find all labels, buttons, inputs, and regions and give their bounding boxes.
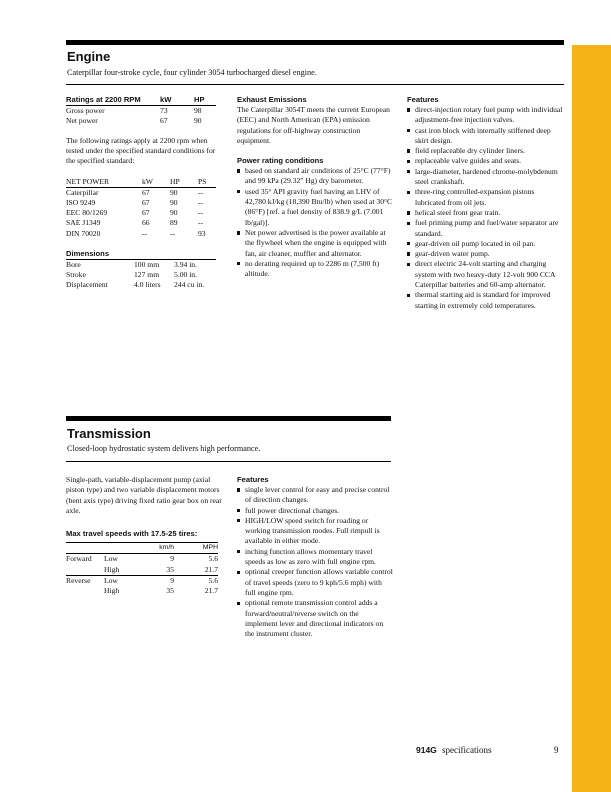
engine-subtitle: Caterpillar four-stroke cycle, four cylinder 3054 turbocharged diesel engine. [67, 68, 317, 77]
exhaust-title: Exhaust Emissions [237, 95, 307, 104]
engine-col-emissions [237, 95, 394, 279]
table-row [66, 106, 216, 117]
table-cell: DIN 70020 [66, 228, 101, 238]
table-cell: 4.0 liters [134, 280, 161, 290]
list-item: optional creeper function allows variable control of travel speeds (zero to 9 kph/5.6 mph) with full engine rpm. [237, 567, 393, 598]
table-cell [66, 543, 104, 554]
table-row [66, 586, 218, 596]
list-item: inching function allows momentary travel speeds as low as zero with full engine rpm. [237, 547, 393, 568]
table-cell: Caterpillar [66, 187, 99, 197]
table-row [66, 229, 216, 239]
transmission-features-list [237, 485, 393, 639]
table-cell: 90 [194, 116, 202, 126]
list-item: helical steel front gear train. [407, 208, 565, 218]
ratings-header-row [66, 95, 216, 106]
table-cell: Net power [66, 116, 98, 126]
table-cell: 90 [170, 187, 178, 197]
list-item: thermal starting aid is standard for improved starting in extremely cold temperatures. [407, 290, 565, 311]
table-header-cell: NET POWER [66, 176, 110, 186]
ratings-header-label: Ratings at 2200 RPM [66, 95, 141, 104]
table-header-cell: kW [142, 176, 153, 186]
engine-title: Engine [67, 49, 111, 64]
dimensions-title: Dimensions [66, 248, 110, 258]
transmission-title: Transmission [67, 426, 151, 441]
table-cell: Displacement [66, 280, 108, 290]
list-item: gear-driven water pump. [407, 249, 565, 259]
table-row [66, 565, 218, 576]
transmission-intro: Single-path, variable-displacement pump (axial piston type) and two variable displacement motors (bent axis type) driving fixed ratio gear box on rear axle. [66, 475, 222, 515]
table-cell: Reverse [66, 575, 91, 585]
list-item: HIGH/LOW speed switch for roading or working transmission modes. Full rimpull is available in either mode. [237, 516, 393, 547]
table-cell: 67 [142, 187, 150, 197]
table-cell: 9 [170, 575, 174, 585]
table-cell: 244 cu in. [174, 280, 205, 290]
table-cell: Forward [66, 554, 92, 564]
table-row [66, 554, 218, 565]
engine-features-title: Features [407, 95, 439, 104]
accent-sidebar [572, 45, 611, 792]
list-item: replaceable valve guides and seats. [407, 156, 565, 166]
dimensions-table [66, 259, 216, 291]
table-cell: 5.00 in. [174, 269, 197, 279]
table-cell: SAE J1349 [66, 218, 101, 228]
table-row [66, 198, 216, 208]
table-cell [66, 586, 104, 596]
table-cell: 89 [170, 218, 178, 228]
list-item: field replaceable dry cylinder liners. [407, 146, 565, 156]
engine-col-ratings [66, 95, 228, 290]
table-cell: -- [198, 218, 204, 228]
table-cell: -- [170, 228, 176, 238]
footer-title [416, 745, 492, 755]
footer-model: 914G [416, 745, 437, 755]
list-item: Net power advertised is the power available at the flywheel when the engine is equipped with fan, air cleaner, muffler and alternator. [237, 228, 394, 259]
table-cell: 98 [194, 106, 202, 116]
speeds-units-row [66, 543, 218, 554]
power-conditions-list [237, 166, 394, 279]
list-item: cast iron block with internally stiffened deep skirt design. [407, 126, 565, 147]
standards-table [66, 177, 216, 239]
ratings-table [66, 95, 216, 127]
table-cell: Low [104, 554, 118, 564]
table-cell [104, 543, 144, 554]
travel-speeds-title: Max travel speeds with 17.5-25 tires: [66, 529, 198, 539]
table-cell: 3.94 in. [174, 259, 197, 269]
speeds-unit-kmh: km/h [159, 544, 174, 552]
table-cell: 21.7 [204, 564, 218, 574]
table-row [66, 116, 216, 126]
table-cell: 67 [142, 208, 150, 218]
list-item: large-diameter, hardened chrome-molybdenum steel crankshaft. [407, 167, 565, 188]
engine-divider [66, 84, 564, 85]
engine-col-features [407, 95, 565, 311]
table-cell: 90 [170, 197, 178, 207]
list-item: three-ring controlled-expansion pistons lubricated from oil jets. [407, 187, 565, 208]
table-row [66, 187, 216, 198]
list-item: optional remote transmission control adds a forward/neutral/reverse switch on the implement lever and directional indicators on the instrument cluster. [237, 598, 393, 639]
table-cell: 127 mm [134, 269, 160, 279]
table-cell: ISO 9249 [66, 197, 96, 207]
table-cell: Low [104, 575, 118, 585]
table-cell: High [104, 586, 120, 595]
page-number: 9 [554, 745, 559, 755]
transmission-divider [66, 461, 391, 462]
transmission-col-features [237, 475, 393, 639]
list-item: based on standard air conditions of 25°C (77°F) and 99 kPa (29.32" Hg) dry barometer. [237, 166, 394, 187]
table-cell: High [104, 564, 120, 574]
table-cell: Stroke [66, 269, 86, 279]
table-row [66, 280, 216, 290]
engine-features-list [407, 105, 565, 311]
table-cell: EEC 80/1269 [66, 208, 108, 218]
table-cell: Bore [66, 259, 81, 269]
list-item: no derating required up to 2286 m (7,500 ft) altitude. [237, 259, 394, 280]
table-cell: 67 [142, 197, 150, 207]
transmission-top-rule [66, 416, 391, 421]
table-cell: 9 [170, 554, 174, 564]
table-cell: -- [198, 197, 204, 207]
table-row [66, 575, 218, 586]
engine-top-rule [66, 40, 564, 45]
table-row [66, 218, 216, 228]
transmission-features-title: Features [237, 475, 269, 484]
list-item: full power directional changes. [237, 506, 393, 516]
table-cell: 66 [142, 218, 150, 228]
table-cell: 35 [166, 586, 174, 595]
table-cell: Gross power [66, 106, 105, 116]
table-cell: 100 mm [134, 259, 160, 269]
table-row [66, 259, 216, 270]
list-item: used 35° API gravity fuel having an LHV of 42,780 kJ/kg (18,390 Btu/lb) when used at 30°C (86°F) [ref. a fuel density of 838.9 g/L (7.001 lb/gal)]. [237, 187, 394, 228]
table-cell: -- [198, 208, 204, 218]
transmission-subtitle: Closed-loop hydrostatic system delivers high performance. [67, 444, 261, 453]
ratings-header-hp: HP [194, 95, 205, 104]
ratings-note: The following ratings apply at 2200 rpm when tested under the specified standard conditions for the specified standard: [66, 135, 216, 166]
list-item: fuel priming pump and fuel/water separator are standard. [407, 218, 565, 239]
table-cell: 90 [170, 208, 178, 218]
footer-label: specifications [442, 745, 492, 755]
table-row [66, 270, 216, 280]
table-cell: 73 [160, 106, 168, 116]
table-header-cell: HP [170, 176, 180, 186]
table-row [66, 208, 216, 218]
table-cell: 35 [166, 564, 174, 574]
standards-header-row [66, 177, 216, 188]
ratings-header-kw: kW [160, 95, 172, 104]
power-conditions-title: Power rating conditions [237, 156, 324, 166]
transmission-col-intro [66, 475, 226, 596]
table-cell: 5.6 [208, 554, 218, 564]
table-cell: 21.7 [204, 586, 218, 595]
travel-speeds-table [66, 542, 218, 596]
table-cell: 67 [160, 116, 168, 126]
table-cell: 5.6 [208, 575, 218, 585]
table-cell: -- [198, 187, 204, 197]
speeds-unit-mph: MPH [202, 544, 218, 552]
exhaust-text: The Caterpillar 3054T meets the current European (EEC) and North American (EPA) emission regulations for off-highway construction equipment. [237, 105, 390, 145]
list-item: direct-injection rotary fuel pump with individual adjustment-free injection valves. [407, 105, 565, 126]
list-item: single lever control for easy and precise control of direction changes. [237, 485, 393, 506]
table-cell [66, 565, 104, 576]
table-cell: 93 [198, 228, 206, 238]
table-cell: -- [142, 228, 148, 238]
list-item: gear-driven oil pump located in oil pan. [407, 239, 565, 249]
list-item: direct electric 24-volt starting and charging system with two heavy-duty 12-volt 900 CCA Caterpillar batteries and 60-amp alternator. [407, 259, 565, 290]
table-header-cell: PS [198, 176, 207, 186]
